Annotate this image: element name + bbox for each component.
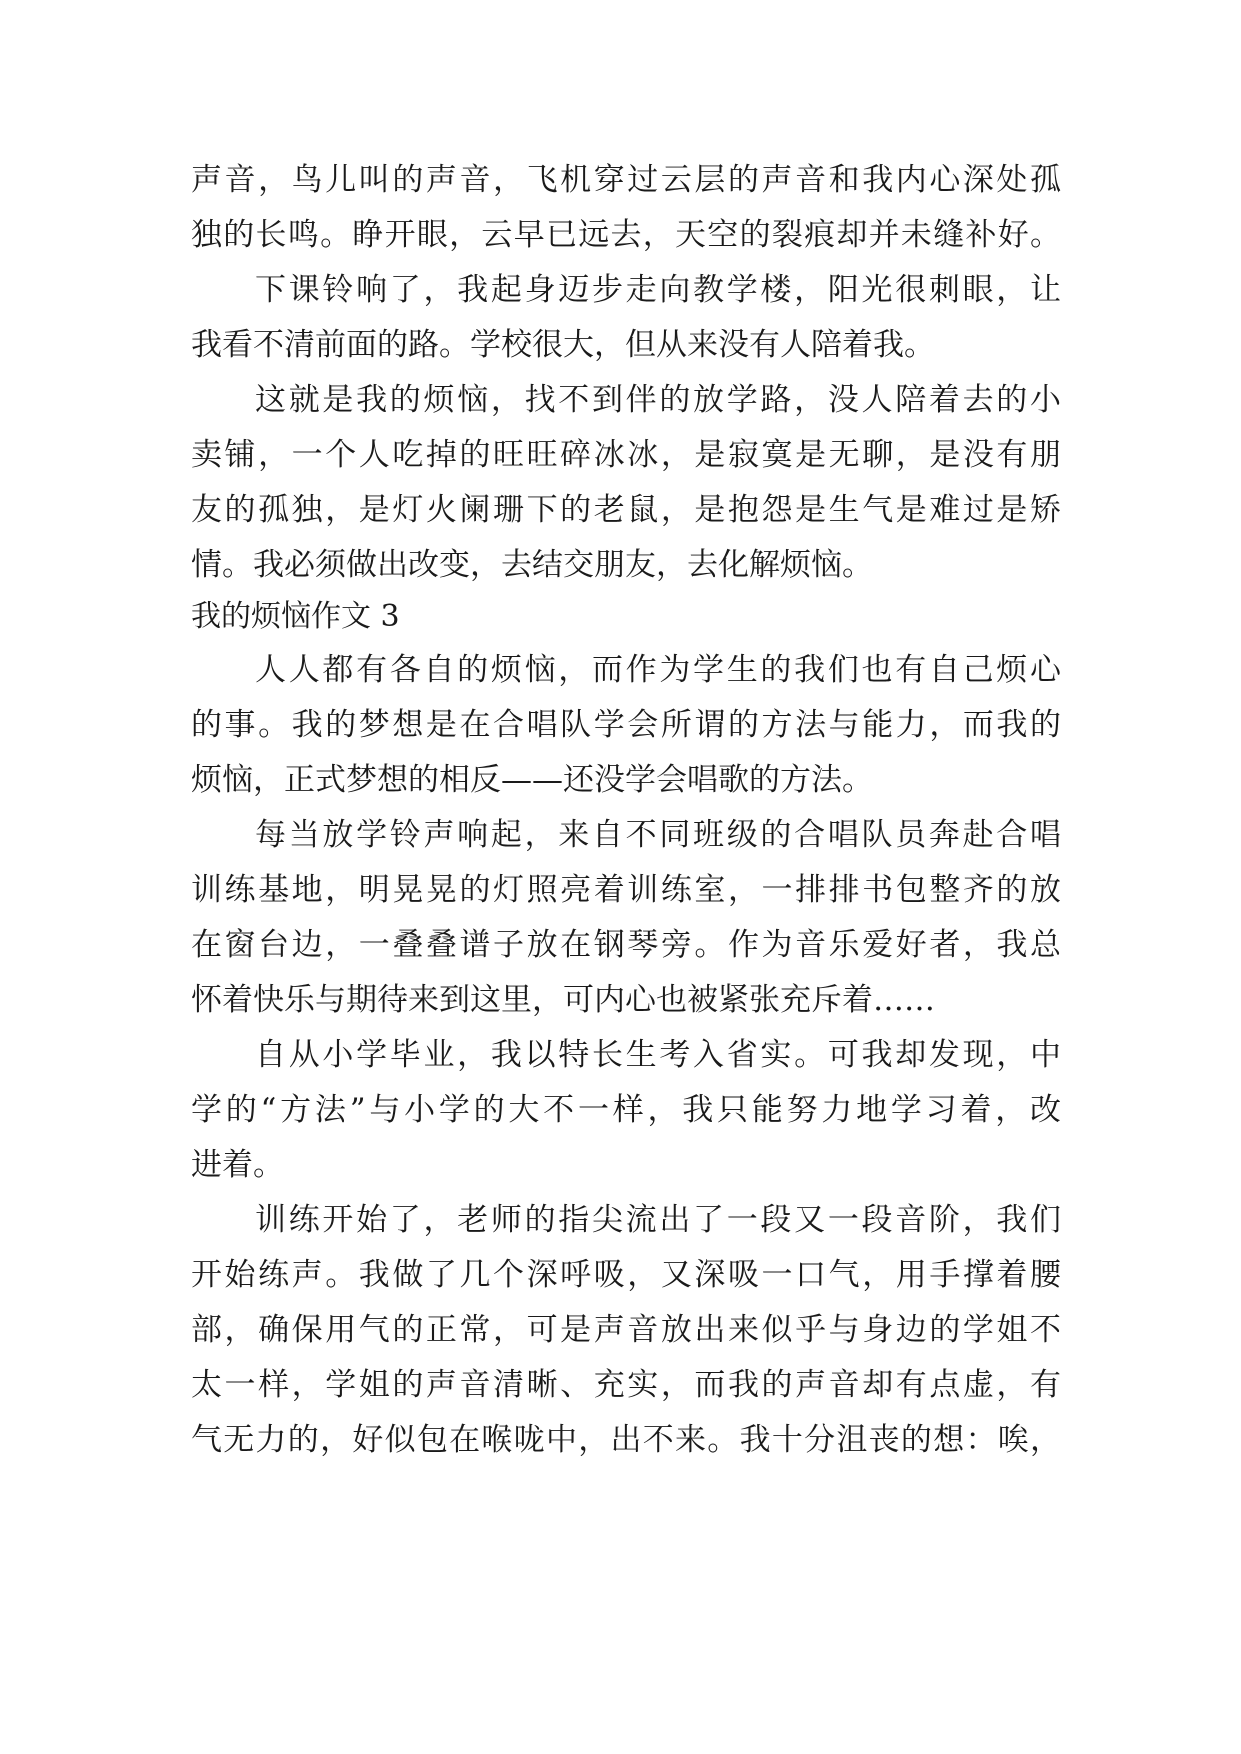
- text-line: 情。我必须做出改变，去结交朋友，去化解烦恼。: [191, 547, 873, 583]
- text-line: 下课铃响了，我起身迈步走向教学楼，阳光很刺眼，让: [255, 272, 1061, 308]
- text-line: 在窗台边，一叠叠谱子放在钢琴旁。作为音乐爱好者，我总: [191, 927, 1061, 963]
- text-line: 人人都有各自的烦恼，而作为学生的我们也有自己烦心: [255, 652, 1061, 688]
- text-line: 学的“方法”与小学的大不一样，我只能努力地学习着，改: [191, 1092, 1061, 1128]
- text-line: 自从小学毕业，我以特长生考入省实。可我却发现，中: [255, 1037, 1061, 1073]
- text-line: 友的孤独，是灯火阑珊下的老鼠，是抱怨是生气是难过是矫: [191, 492, 1061, 528]
- text-line: 烦恼，正式梦想的相反——还没学会唱歌的方法。: [191, 762, 873, 798]
- text-line: 气无力的，好似包在喉咙中，出不来。我十分沮丧的想：唉，: [191, 1422, 1061, 1458]
- text-line: 这就是我的烦恼，找不到伴的放学路，没人陪着去的小: [255, 382, 1061, 418]
- text-line: 的事。我的梦想是在合唱队学会所谓的方法与能力，而我的: [191, 707, 1061, 743]
- text-line: 进着。: [191, 1147, 284, 1183]
- section-heading: 我的烦恼作文 3: [191, 599, 400, 634]
- text-line: 开始练声。我做了几个深呼吸，又深吸一口气，用手撑着腰: [191, 1257, 1061, 1293]
- text-line: 训练开始了，老师的指尖流出了一段又一段音阶，我们: [255, 1202, 1061, 1238]
- text-line: 怀着快乐与期待来到这里，可内心也被紧张充斥着……: [191, 982, 935, 1018]
- text-line: 声音，鸟儿叫的声音，飞机穿过云层的声音和我内心深处孤: [191, 162, 1061, 198]
- text-line: 卖铺，一个人吃掉的旺旺碎冰冰，是寂寞是无聊，是没有朋: [191, 437, 1061, 473]
- text-line: 我看不清前面的路。学校很大，但从来没有人陪着我。: [191, 327, 935, 363]
- text-line: 每当放学铃声响起，来自不同班级的合唱队员奔赴合唱: [255, 817, 1061, 853]
- text-line: 部，确保用气的正常，可是声音放出来似乎与身边的学姐不: [191, 1312, 1061, 1348]
- text-line: 训练基地，明晃晃的灯照亮着训练室，一排排书包整齐的放: [191, 872, 1061, 908]
- text-line: 独的长鸣。睁开眼，云早已远去，天空的裂痕却并未缝补好。: [191, 217, 1061, 253]
- text-line: 太一样，学姐的声音清晰、充实，而我的声音却有点虚，有: [191, 1367, 1061, 1403]
